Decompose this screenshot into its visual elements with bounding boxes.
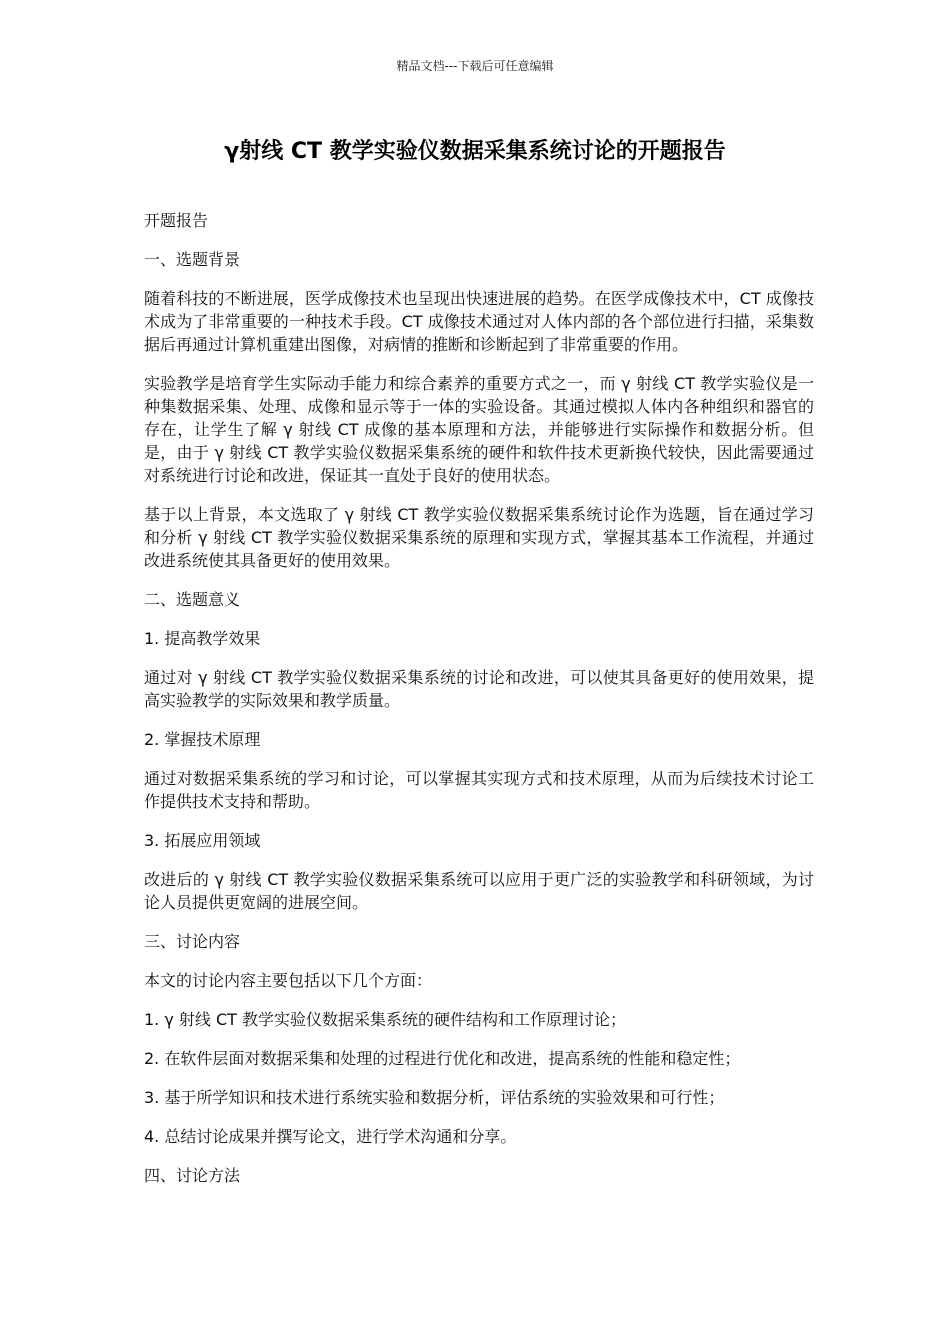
list-item-content-1: 1. γ 射线 CT 教学实验仪数据采集系统的硬件结构和工作原理讨论； xyxy=(144,1010,627,1029)
document-title: γ射线 CT 教学实验仪数据采集系统讨论的开题报告 xyxy=(224,139,726,164)
paragraph-background-2: 实验教学是培育学生实际动手能力和综合素养的重要方式之一，而 γ 射线 CT 教学实验仪是一种集数据采集、处理、成像和显示等于一体的实验设备。其通过模拟人体内各种组织和器官的存在，让学生了解 γ 射线 CT 成像的基本原理和方法，并能够进行实际操作和数据分析。但是，由于 γ 射线 CT 教学实验仪数据采集系统的硬件和软件技术更新换代较快，因此需要通过对系统进行讨论和改进，保证其一直处于良好的使用状态。 xyxy=(144,374,814,485)
list-item-content-4: 4. 总结讨论成果并撰写论文，进行学术沟通和分享。 xyxy=(144,1127,517,1146)
list-item-significance-2: 2. 掌握技术原理 xyxy=(144,730,261,749)
section-heading-content: 三、讨论内容 xyxy=(144,932,241,951)
list-item-content-2: 2. 在软件层面对数据采集和处理的过程进行优化和改进，提高系统的性能和稳定性； xyxy=(144,1049,741,1068)
section-heading-significance: 二、选题意义 xyxy=(144,590,241,609)
paragraph-significance-1: 通过对 γ 射线 CT 教学实验仪数据采集系统的讨论和改进，可以使其具备更好的使用效果，提高实验教学的实际效果和教学质量。 xyxy=(144,668,814,710)
paragraph-background-3: 基于以上背景，本文选取了 γ 射线 CT 教学实验仪数据采集系统讨论作为选题，旨在通过学习和分析 γ 射线 CT 教学实验仪数据采集系统的原理和实现方式，掌握其基本工作流程，并通过改进系统使其具备更好的使用效果。 xyxy=(144,505,814,570)
list-item-significance-1: 1. 提高教学效果 xyxy=(144,629,261,648)
list-item-content-3: 3. 基于所学知识和技术进行系统实验和数据分析，评估系统的实验效果和可行性； xyxy=(144,1088,725,1107)
page-header: 精品文档---下载后可任意编辑 xyxy=(396,59,554,73)
document-body xyxy=(144,209,814,1203)
paragraph-significance-2: 通过对数据采集系统的学习和讨论，可以掌握其实现方式和技术原理，从而为后续技术讨论工作提供技术支持和帮助。 xyxy=(144,769,814,811)
section-heading-background: 一、选题背景 xyxy=(144,250,241,269)
paragraph-report-label: 开题报告 xyxy=(144,211,209,230)
paragraph-significance-3: 改进后的 γ 射线 CT 教学实验仪数据采集系统可以应用于更广泛的实验教学和科研领域，为讨论人员提供更宽阔的进展空间。 xyxy=(144,870,814,912)
paragraph-background-1: 随着科技的不断进展，医学成像技术也呈现出快速进展的趋势。在医学成像技术中，CT 成像技术成为了非常重要的一种技术手段。CT 成像技术通过对人体内部的各个部位进行扫描，采集数据后再通过计算机重建出图像，对病情的推断和诊断起到了非常重要的作用。 xyxy=(144,289,814,354)
paragraph-content-intro: 本文的讨论内容主要包括以下几个方面： xyxy=(144,971,433,990)
list-item-significance-3: 3. 拓展应用领域 xyxy=(144,831,261,850)
section-heading-methods: 四、讨论方法 xyxy=(144,1166,241,1185)
